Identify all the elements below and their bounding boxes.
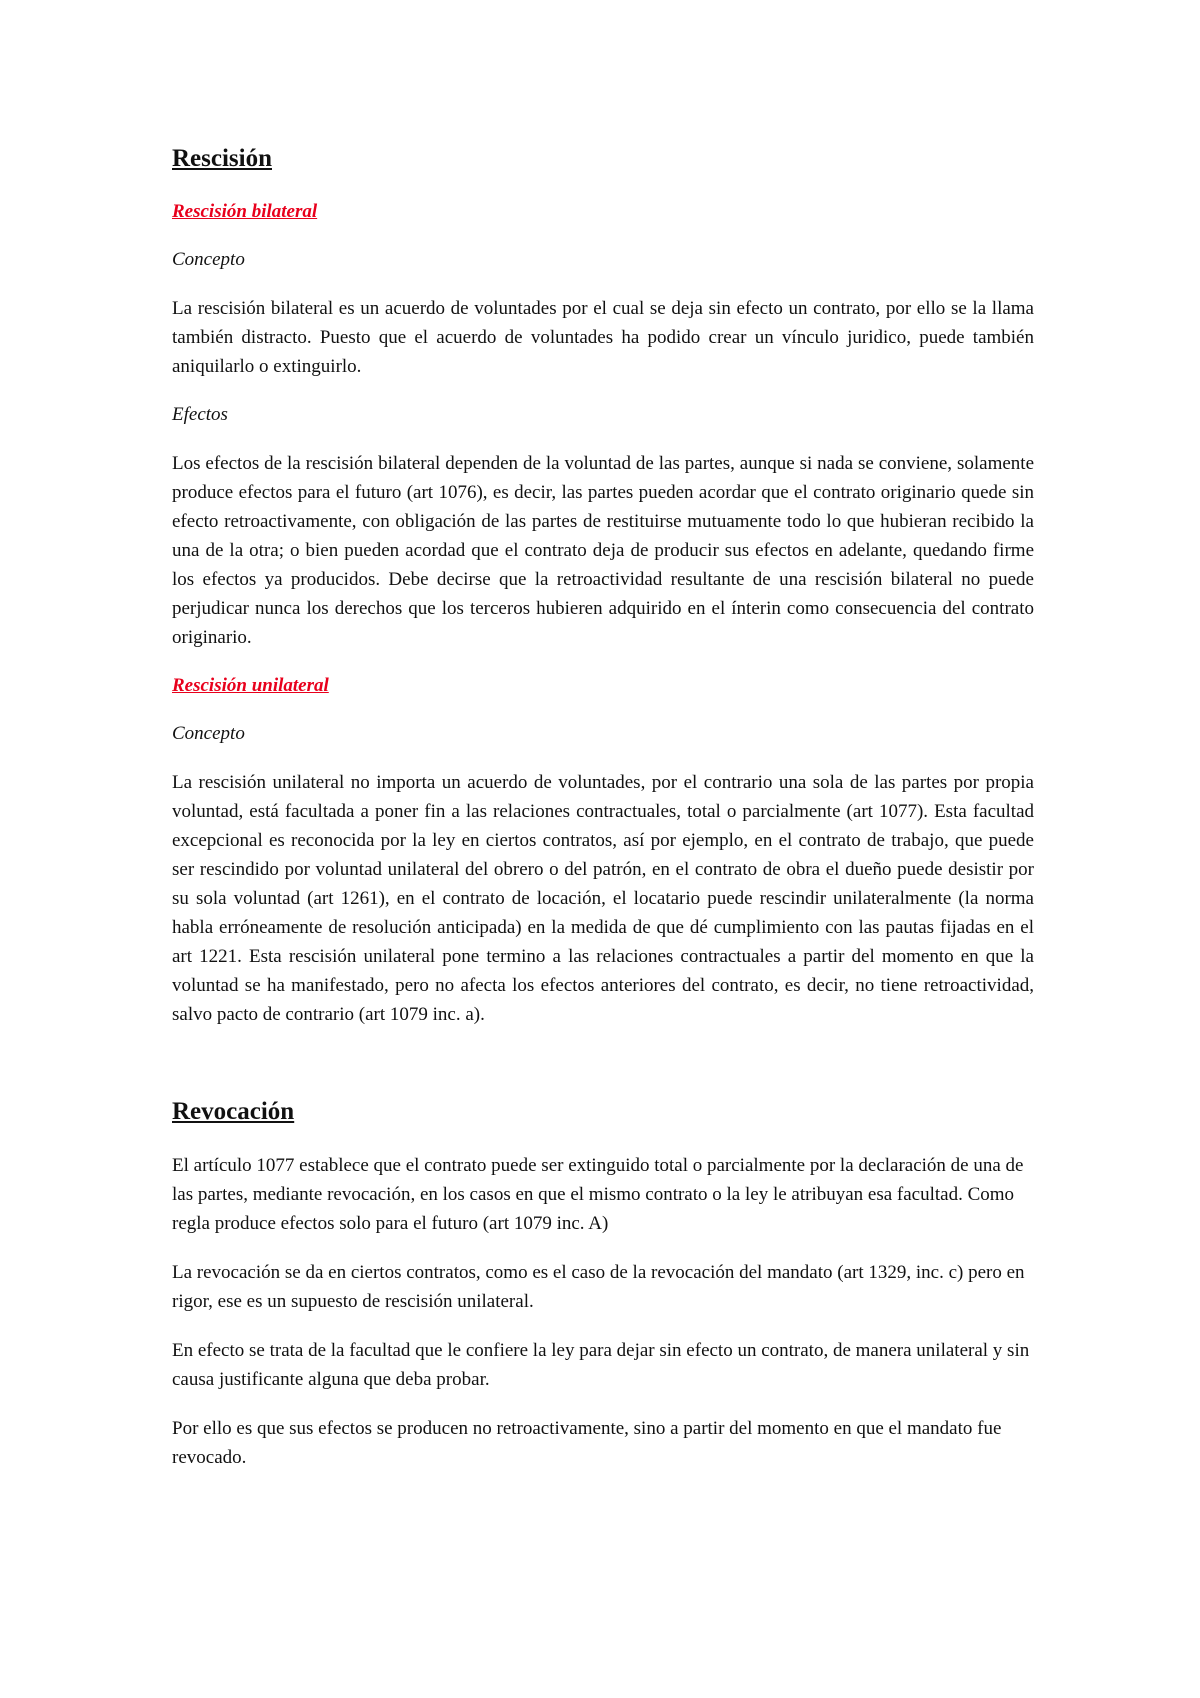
subsection-heading-rescision-bilateral: Rescisión bilateral — [172, 201, 318, 222]
subsection-heading-rescision-unilateral: Rescisión unilateral — [172, 675, 329, 696]
paragraph-concepto-bilateral: La rescisión bilateral es un acuerdo de voluntades por el cual se deja sin efecto un contrato, por ello se la llama también distracto. Puesto que el acuerdo de voluntades ha podido crear un vínculo juridico, puede también aniquilarlo o extinguirlo. — [172, 298, 1034, 377]
label-efectos-bilateral: Efectos — [172, 404, 228, 425]
paragraph-revocacion-4: Por ello es que sus efectos se producen no retroactivamente, sino a partir del momento en que el mandato fue revocado. — [172, 1418, 1002, 1468]
document-page — [172, 140, 1034, 1472]
paragraph-concepto-unilateral: La rescisión unilateral no importa un acuerdo de voluntades, por el contrario una sola de las partes por propia voluntad, está facultada a poner fin a las relaciones contractuales, total o parcialmente (art 1077). Esta facultad excepcional es reconocida por la ley en ciertos contratos, así por ejemplo, en el contrato de trabajo, que puede ser rescindido por voluntad unilateral del obrero o del patrón, en el contrato de obra el dueño puede desistir por su sola voluntad (art 1261), en el contrato de locación, el locatario puede rescindir unilateralmente (la norma habla erróneamente de resolución anticipada) en la medida de que dé cumplimiento con las pautas fijadas en el art 1221. Esta rescisión unilateral pone termino a las relaciones contractuales a partir del momento en que la voluntad se ha manifestado, pero no afecta los efectos anteriores del contrato, es decir, no tiene retroactividad, salvo pacto de contrario (art 1079 inc. a). — [172, 772, 1034, 1025]
paragraph-efectos-bilateral: Los efectos de la rescisión bilateral dependen de la voluntad de las partes, aunque si nada se conviene, solamente produce efectos para el futuro (art 1076), es decir, las partes pueden acordar que el contrato originario quede sin efecto retroactivamente, con obligación de las partes de restituirse mutuamente todo lo que hubieran recibido la una de la otra; o bien pueden acordad que el contrato deja de producir sus efectos en adelante, quedando firme los efectos ya producidos. Debe decirse que la retroactividad resultante de una rescisión bilateral no puede perjudicar nunca los derechos que los terceros hubieren adquirido en el ínterin como consecuencia del contrato originario. — [172, 453, 1034, 648]
paragraph-revocacion-2: La revocación se da en ciertos contratos, como es el caso de la revocación del mandato (art 1329, inc. c) pero en rigor, ese es un supuesto de rescisión unilateral. — [172, 1262, 1025, 1312]
section-title-revocacion: Revocación — [172, 1098, 295, 1125]
label-concepto-unilateral: Concepto — [172, 723, 245, 744]
paragraph-revocacion-1: El artículo 1077 establece que el contrato puede ser extinguido total o parcialmente por la declaración de una de las partes, mediante revocación, en los casos en que el mismo contrato o la ley le atribuyan esa facultad. Como regla produce efectos solo para el futuro (art 1079 inc. A) — [172, 1155, 1024, 1234]
section-title-rescision: Rescisión — [172, 145, 272, 172]
label-concepto-bilateral: Concepto — [172, 249, 245, 270]
paragraph-revocacion-3: En efecto se trata de la facultad que le confiere la ley para dejar sin efecto un contrato, de manera unilateral y sin causa justificante alguna que deba probar. — [172, 1340, 1030, 1390]
